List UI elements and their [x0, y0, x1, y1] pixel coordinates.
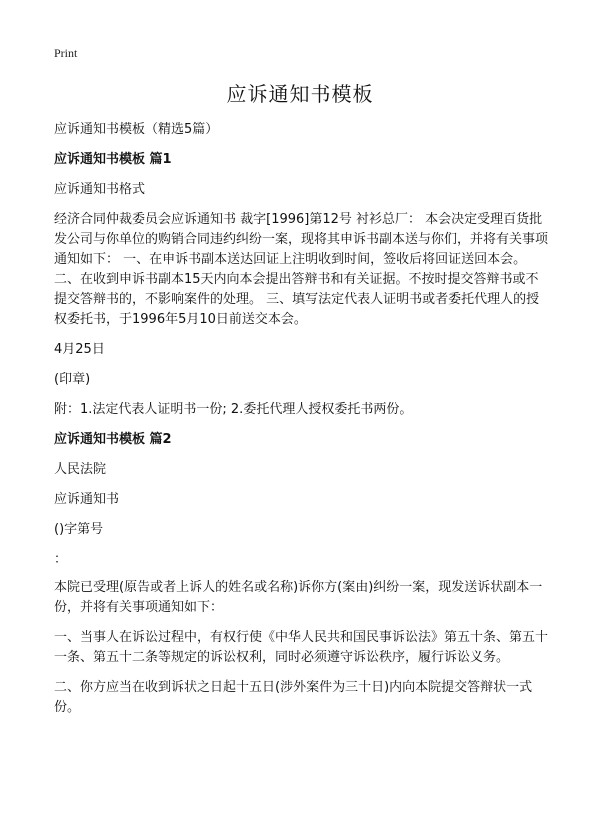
section1-heading: 应诉通知书模板 篇1: [54, 152, 172, 167]
document-subtitle: 应诉通知书模板（精选5篇）: [54, 122, 219, 137]
section2-notice-title: 应诉通知书: [54, 492, 120, 507]
section2-heading: 应诉通知书模板 篇2: [54, 432, 172, 447]
section2-addressee: ：: [54, 552, 68, 567]
document-title: 应诉通知书模板: [226, 82, 374, 106]
section1-format-label: 应诉通知书格式: [54, 182, 146, 197]
section2-para1: 本院已受理(原告或者上诉人的姓名或名称)诉你方(案由)纠纷一案，现发送诉状副本一份，并将有关事项通知如下：: [54, 580, 543, 615]
section1-seal: (印章): [54, 372, 91, 387]
section2-case-number: ()字第号: [54, 522, 104, 537]
print-label: Print: [54, 46, 78, 60]
section2-para3: 二、你方应当在收到诉状之日起十五日(涉外案件为三十日)内向本院提交答辩状一式份。: [54, 680, 533, 715]
document-content: [54, 120, 548, 728]
section1-body: 经济合同仲裁委员会应诉通知书 裁字[1996]第12号 衬衫总厂： 本会决定受理百货批发公司与你单位的购销合同违约纠纷一案，现将其申诉书副本送与你们，并将有关事项通知如下： 一、在申诉书副本送达回证上注明收到时间，签收后将回证送回本会。 二、在收到申诉书副本15天内向本会提出答辩书和有关证据。不按时提交答辩书或不提交答辩书的，不影响案件的处理。 三、填写法定代表人证明书或者委托代理人的授权委托书，于1996年5月10日前送交本会。: [54, 212, 549, 327]
section2-court: 人民法院: [54, 462, 107, 477]
section1-date: 4月25日: [54, 342, 105, 357]
section1-attachment: 附：1.法定代表人证明书一份; 2.委托代理人授权委托书两份。: [54, 402, 413, 417]
section2-para2: 一、当事人在诉讼过程中，有权行使《中华人民共和国民事诉讼法》第五十条、第五十一条、第五十二条等规定的诉讼权利，同时必须遵守诉讼秩序，履行诉讼义务。: [54, 630, 549, 665]
